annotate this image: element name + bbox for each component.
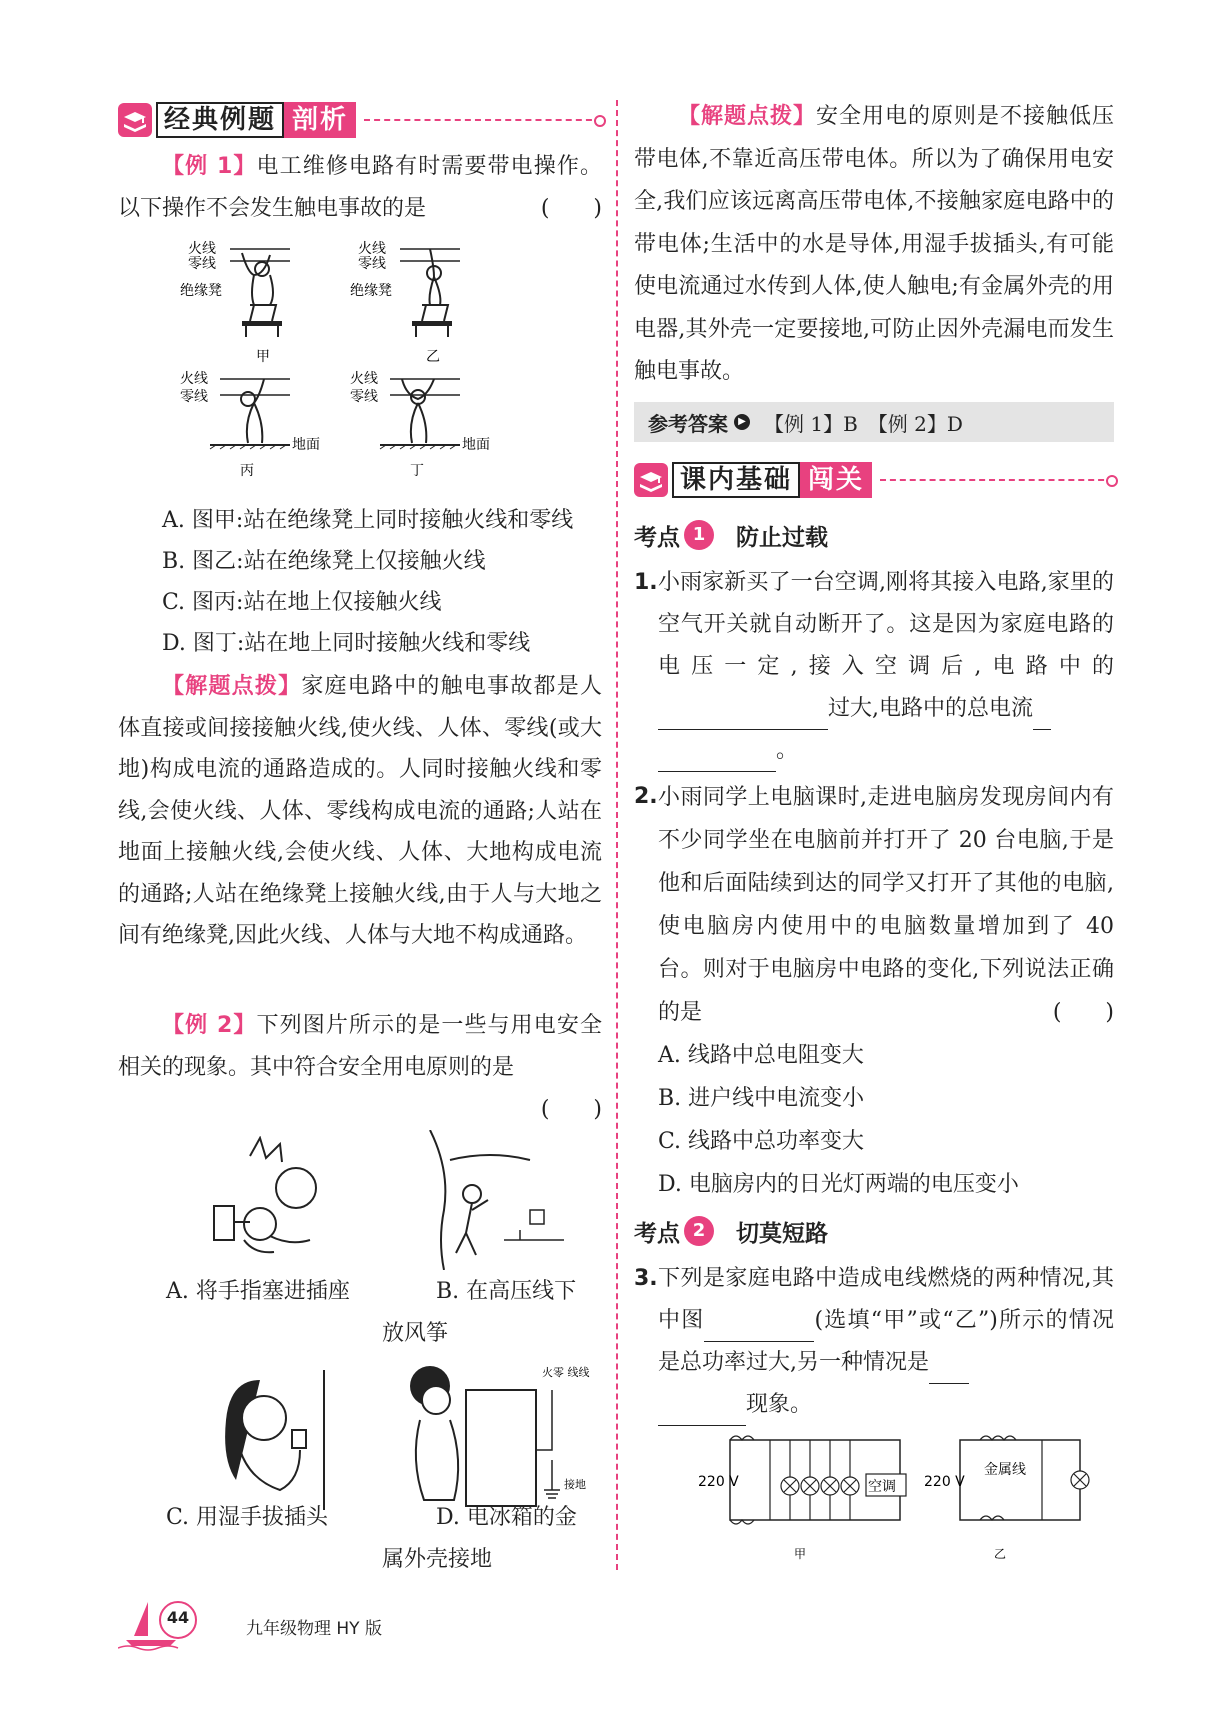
fig-ding-ground: 地面 — [462, 437, 490, 453]
q1-text-c: 。 — [776, 738, 799, 763]
circuit-jia — [698, 1436, 906, 1561]
answer-label: 参考答案 — [648, 411, 728, 436]
fig-jia-stool: 绝缘凳 — [180, 283, 222, 299]
fig-jia-voltage: 220 V — [698, 1474, 739, 1490]
kaodian-number-badge: 1 — [684, 520, 714, 550]
question-number: 1. — [634, 570, 658, 595]
example-2-text: 下列图片所示的是一些与用电安全相关的现象。其中符合安全用电原则的是 — [118, 1013, 602, 1080]
q3-text-b: (选填“甲”或“乙”)所示的情况是总功率过大,另一种情况是 — [658, 1308, 1114, 1375]
figure-c-wet-hand-plug — [200, 1370, 340, 1510]
figure-d-fridge-grounded — [400, 1360, 600, 1510]
dotted-divider — [880, 479, 1114, 481]
example-1 — [118, 146, 602, 230]
caption-c: C. 用湿手拔插头 — [166, 1505, 329, 1530]
circuit-yi — [924, 1436, 1089, 1561]
caption-d-line1: D. 电冰箱的金 — [436, 1505, 577, 1530]
fig-yi-caption: 乙 — [994, 1547, 1007, 1561]
option-c: C. 图丙:站在地上仅接触火线 — [162, 590, 442, 615]
q3-blank-2b[interactable] — [658, 1399, 746, 1426]
hint-tag: 【解题点拨】 — [162, 674, 302, 699]
option-d: D. 电脑房内的日光灯两端的电压变小 — [658, 1172, 1019, 1197]
example-1-options — [162, 500, 602, 664]
question-2 — [634, 776, 1114, 1206]
section-header-examples — [118, 100, 602, 140]
option-b: B. 进户线中电流变小 — [658, 1086, 865, 1111]
q2-text: 小雨同学上电脑课时,走进电脑房发现房间内有不少同学坐在电脑前并打开了 20 台电脑,于是他和后面陆续到达的同学又打开了其他的电脑,使电脑房内使用中的电脑数量增加到了 40 台。则对于电脑房中电路的变化,下列说法正确的是 — [658, 785, 1114, 1025]
answer-bracket: ( ) — [1052, 1000, 1114, 1025]
kaodian-label: 考点 — [634, 1220, 680, 1247]
q1-blank-1[interactable] — [658, 703, 828, 730]
hint-text: 安全用电的原则是不接触低压带电体,不靠近高压带电体。所以为了确保用电安全,我们应该远离高压带电体,不接触家庭电路中的带电体;生活中的水是导体,用湿手拔插头,有可能使电流通过水传到人体,使人触电;有金属外壳的用电器,其外壳一定要接地,可防止因外壳漏电而发生触电事故。 — [634, 104, 1114, 384]
book-stack-icon — [634, 463, 668, 497]
kaodian-title: 防止过载 — [736, 524, 828, 551]
fig-d-ground-label: 接地 — [564, 1478, 586, 1491]
question-3 — [634, 1258, 1114, 1426]
fig-jia-device: 空调 — [868, 1479, 896, 1495]
option-b: B. 图乙:站在绝缘凳上仅接触火线 — [162, 549, 486, 574]
page-number: 44 — [166, 1608, 190, 1627]
caption-b-line1: B. 在高压线下 — [436, 1279, 577, 1304]
section-title-main: 课内基础 — [672, 462, 800, 498]
fig-ding-line2: 零线 — [350, 389, 378, 405]
q3-text-a: 下列是家庭电路中造成电线燃烧的两种情况,其中图 — [658, 1266, 1114, 1333]
figure-yi — [350, 240, 460, 365]
section-title-sub: 剖析 — [284, 102, 356, 138]
hint-text: 家庭电路中的触电事故都是人体直接或间接接触火线,使火线、人体、零线(或大地)构成电流的通路造成的。人同时接触火线和零线,会使火线、人体、零线构成电流的通路;人站在地面上接触火线,会使火线、人体、大地构成电流的通路;人站在绝缘凳上接触火线,由于人与大地之间有绝缘凳,因此火线、人体与大地不构成通路。 — [118, 674, 602, 948]
fig-ding-caption: 丁 — [410, 463, 424, 479]
q1-text-a: 小雨家新买了一台空调,刚将其接入电路,家里的空气开关就自动断开了。这是因为家庭电路的电压一定,接入空调后,电路中的 — [658, 570, 1114, 679]
dotted-divider — [364, 119, 602, 121]
question-number: 2. — [634, 784, 658, 809]
play-icon: ▶ — [734, 414, 750, 430]
fig-yi-line2: 零线 — [358, 256, 386, 272]
section-header-basics — [634, 460, 1114, 500]
caption-d-line2: 属外壳接地 — [382, 1547, 493, 1572]
example-1-tag: 【例 1】 — [162, 154, 257, 179]
kaodian-label: 考点 — [634, 524, 680, 551]
fig-bing-ground: 地面 — [292, 437, 320, 453]
fig-ding-line1: 火线 — [350, 371, 378, 387]
fig-bing-caption: 丙 — [240, 463, 254, 479]
option-c: C. 线路中总功率变大 — [658, 1129, 865, 1154]
fig-d-line-label: 火零 线线 — [542, 1366, 590, 1379]
q1-blank-2a[interactable] — [1033, 703, 1051, 730]
caption-b-line2: 放风筝 — [382, 1321, 449, 1346]
fig-yi-stool: 绝缘凳 — [350, 283, 392, 299]
kaodian-title: 切莫短路 — [736, 1220, 828, 1247]
kaodian-1 — [634, 514, 828, 556]
section-title-sub: 闯关 — [800, 462, 872, 498]
kaodian-number-badge: 2 — [684, 1216, 714, 1246]
example-2 — [118, 1005, 602, 1131]
hint-tag: 【解题点拨】 — [678, 104, 816, 129]
q3-text-c: 现象。 — [746, 1392, 813, 1417]
answer-bracket: ( ) — [540, 1097, 602, 1122]
figure-ding — [350, 370, 490, 479]
option-d: D. 图丁:站在地上同时接触火线和零线 — [162, 631, 531, 656]
fig-yi-caption: 乙 — [426, 349, 440, 365]
section-title-main: 经典例题 — [156, 102, 284, 138]
answer-bar — [634, 402, 1114, 442]
example-2-hint — [634, 96, 1114, 394]
figure-jia — [180, 240, 290, 365]
answer-text: 【例 1】B 【例 2】D — [764, 411, 963, 436]
example-1-text: 电工维修电路有时需要带电操作。以下操作不会发生触电事故的是 — [118, 154, 602, 221]
fig-jia-caption: 甲 — [256, 349, 270, 365]
q3-circuit-figures — [690, 1430, 1090, 1570]
fig-yi-line1: 火线 — [358, 241, 386, 257]
fig-jia-line2: 零线 — [188, 256, 216, 272]
fig-bing-line1: 火线 — [180, 371, 208, 387]
option-a: A. 图甲:站在绝缘凳上同时接触火线和零线 — [162, 508, 574, 533]
fig-jia-caption: 甲 — [794, 1547, 807, 1561]
example-1-hint — [118, 666, 602, 957]
sailboat-icon — [118, 1596, 208, 1652]
question-number: 3. — [634, 1266, 658, 1291]
q3-blank-2a[interactable] — [929, 1357, 969, 1384]
figure-bing — [180, 370, 320, 479]
fig-yi-device: 金属线 — [984, 1462, 1026, 1478]
q1-text-b: 过大,电路中的总电流 — [828, 696, 1033, 721]
book-title: 九年级物理 HY 版 — [246, 1619, 382, 1639]
example-2-tag: 【例 2】 — [162, 1013, 257, 1038]
caption-a: A. 将手指塞进插座 — [166, 1279, 350, 1304]
q1-blank-2b[interactable] — [658, 745, 776, 772]
example-1-figures — [180, 235, 520, 495]
footer — [118, 1596, 418, 1652]
figure-b-kite-under-power-line — [420, 1130, 570, 1270]
kaodian-2 — [634, 1210, 828, 1252]
fig-bing-line2: 零线 — [180, 389, 208, 405]
option-a: A. 线路中总电阻变大 — [658, 1043, 864, 1068]
q3-blank-1[interactable] — [704, 1315, 814, 1342]
answer-bracket: ( ) — [540, 196, 602, 221]
figure-a-finger-in-socket — [200, 1136, 330, 1266]
book-stack-icon — [118, 103, 152, 137]
question-1 — [634, 562, 1114, 772]
fig-jia-line1: 火线 — [188, 241, 216, 257]
column-divider — [616, 100, 618, 1570]
fig-yi-voltage: 220 V — [924, 1474, 965, 1490]
